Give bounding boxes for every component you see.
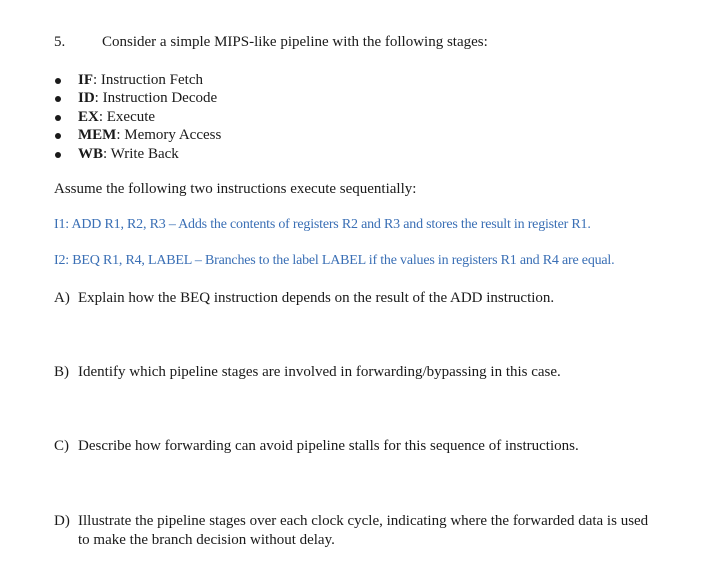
question-number: 5. xyxy=(54,34,66,50)
stage-abbr: ID xyxy=(78,90,95,107)
stage-desc: : Memory Access xyxy=(116,127,222,144)
instruction-i2: I2: BEQ R1, R4, LABEL – Branches to the label LABEL if the values in registers R1 and R4 are equal. xyxy=(54,253,615,268)
part-a xyxy=(54,290,554,307)
stage-item-id xyxy=(54,89,221,107)
part-text: Describe how forwarding can avoid pipeline stalls for this sequence of instructions. xyxy=(78,438,579,454)
stage-item-if xyxy=(54,71,221,89)
stage-desc: : Instruction Fetch xyxy=(93,72,203,88)
part-c xyxy=(54,438,579,455)
stage-abbr: WB xyxy=(78,145,104,162)
stage-item-ex xyxy=(54,108,221,126)
stage-desc: : Write Back xyxy=(103,145,179,162)
stage-abbr: EX xyxy=(78,108,99,125)
stage-abbr: IF xyxy=(78,72,93,88)
assume-text: Assume the following two instructions execute sequentially: xyxy=(54,181,417,197)
part-text: Illustrate the pipeline stages over each clock cycle, indicating where the forwarded data is used xyxy=(78,513,649,529)
part-text: Identify which pipeline stages are involved in forwarding/bypassing in this case. xyxy=(78,364,561,380)
stage-item-mem xyxy=(54,126,221,144)
stage-item-wb xyxy=(54,145,221,163)
part-label: A) xyxy=(54,290,70,306)
question-intro: Consider a simple MIPS-like pipeline with the following stages: xyxy=(102,34,488,50)
bullet-icon xyxy=(55,96,61,102)
part-d xyxy=(54,512,648,550)
part-b xyxy=(54,364,561,381)
bullet-icon xyxy=(55,152,61,158)
part-label: D) xyxy=(54,513,70,529)
bullet-icon xyxy=(55,115,61,121)
part-label: B) xyxy=(54,364,69,380)
stage-desc: : Execute xyxy=(98,108,156,125)
part-label: C) xyxy=(54,438,69,454)
instruction-i1: I1: ADD R1, R2, R3 – Adds the contents of registers R2 and R3 and stores the result in register R1. xyxy=(54,217,591,232)
part-text-continued: to make the branch decision without delay. xyxy=(78,532,335,548)
stage-abbr: MEM xyxy=(78,127,117,144)
bullet-icon xyxy=(55,78,61,84)
stage-list xyxy=(54,71,221,163)
part-text: Explain how the BEQ instruction depends on the result of the ADD instruction. xyxy=(78,290,555,306)
stage-desc: : Instruction Decode xyxy=(94,90,218,107)
bullet-icon xyxy=(55,133,61,139)
